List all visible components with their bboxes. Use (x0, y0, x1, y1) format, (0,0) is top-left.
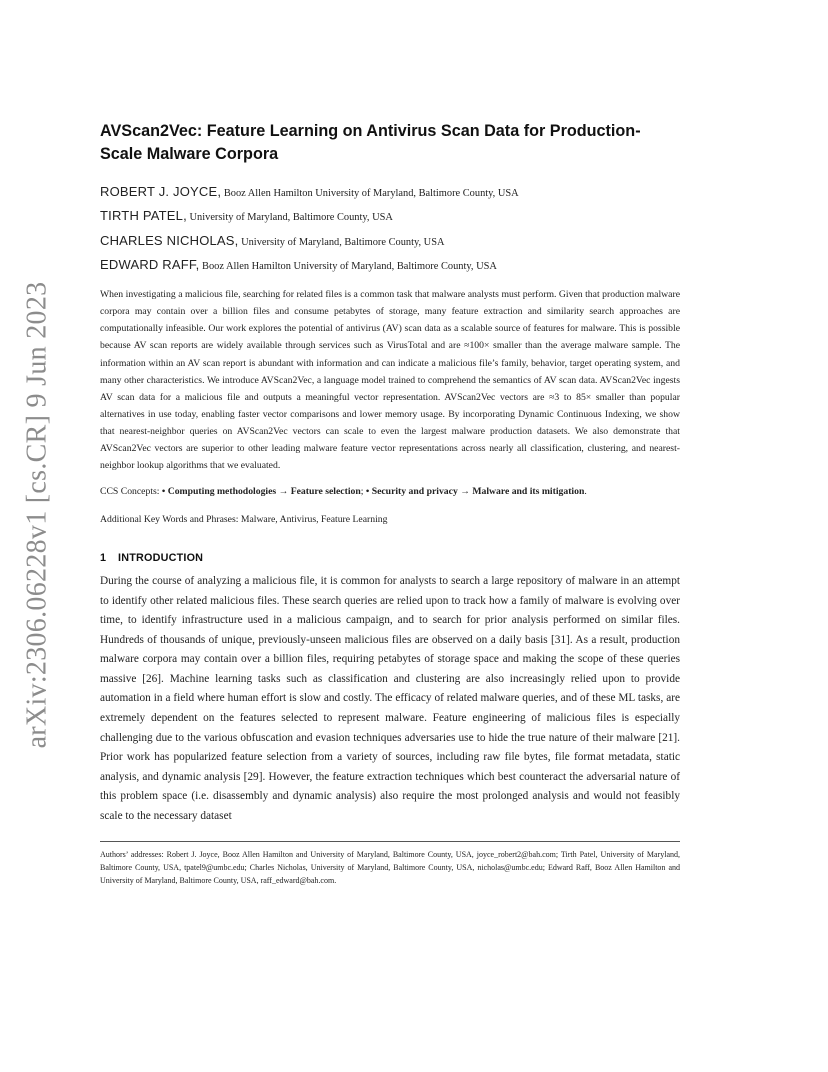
keywords: Additional Key Words and Phrases: Malware, Antivirus, Feature Learning (100, 513, 388, 525)
paper-title: AVScan2Vec: Feature Learning on Antivirus Scan Data for Production-Scale Malware Corpora (100, 122, 641, 163)
author-name: TIRTH PATEL, (100, 208, 187, 224)
author-name: EDWARD RAFF, (100, 256, 200, 272)
author-affiliation: Booz Allen Hamilton University of Maryland, Baltimore County, USA (202, 260, 497, 272)
author-name: CHARLES NICHOLAS, (100, 232, 239, 248)
section-number: 1 (100, 551, 107, 564)
author-entry (100, 205, 680, 229)
ccs-separator: ; (360, 485, 366, 497)
author-affiliation: University of Maryland, Baltimore County, USA (189, 212, 393, 224)
arxiv-identifier (14, 281, 60, 749)
author-entry (100, 181, 680, 205)
ccs-end: . (584, 485, 587, 497)
introduction-paragraph: During the course of analyzing a malicious file, it is common for analysts to search a large repository of malware in an attempt to identify other related malicious files. These search queries are relied upon to track how a family of malware is evolving over time, to identify infrastructure used in a malicious campaign, and to search for prior analysis performed on similar files. Hundreds of thousands of unique, previously-unseen malicious files are observed on a daily basis [31]. As a result, production malware corpora may contain over a billion files, requiring petabytes of storage space and making the scope of these queries massive [26]. Machine learning tasks such as classification and clustering are also increasingly relied upon to provide automation in a field where human effort is slow and costly. The efficacy of related malware queries, and of these ML tasks, are extremely dependent on the features selected to represent malware. Feature engineering of malicious files is especially challenging due to the various obfuscation and evasion techniques adversaries use to hide the true nature of their malware [21]. Prior work has popularized feature selection from a variety of sources, including raw file bytes, file format metadata, static analysis, and dynamic analysis [29]. However, the feature extraction techniques which best counteract the adversarial nature of this problem space (i.e. disassembly and dynamic analysis) also require the most prolonged analysis and would not feasibly scale to the necessary dataset (100, 574, 680, 823)
author-entry (100, 230, 680, 254)
ccs-concept-security: • Security and privacy → Malware and its mitigation (365, 485, 585, 497)
ccs-concept-computing: • Computing methodologies → Feature selection (161, 485, 361, 497)
paper-page (100, 120, 680, 827)
abstract: When investigating a malicious file, searching for related files is a common task that malware analysts must perform. Given that production malware corpora may contain over a billion files and consume petabytes of storage, many feature extraction and similarity search approaches are computationally infeasible. Our work explores the potential of antivirus (AV) scan data as a scalable source of features for malware. This is possible because AV scan reports are widely available through services such as VirusTotal and are ≈100× smaller than the average malware sample. The information within an AV scan report is abundant with information and can indicate a malicious file’s family, behavior, target operating system, and many other characteristics. We introduce AVScan2Vec, a language model trained to comprehend the semantics of AV scan data. AVScan2Vec ingests AV scan data for a malicious file and outputs a meaningful vector representation. AVScan2Vec vectors are ≈3 to 85× smaller than popular alternatives in use today, enabling faster vector comparisons and lower memory usage. By incorporating Dynamic Continuous Indexing, we show that nearest-neighbor queries on AVScan2Vec vectors can scale to even the largest malware production datasets. We also demonstrate that AVScan2Vec vectors are superior to other leading malware feature vector representations across nearly all classification, clustering, and nearest-neighbor lookup algorithms that we evaluated. (100, 289, 680, 472)
ccs-concepts (100, 484, 680, 500)
author-affiliation: Booz Allen Hamilton University of Maryland, Baltimore County, USA (223, 188, 519, 199)
author-affiliation: University of Maryland, Baltimore County, USA (241, 236, 445, 248)
author-entry (100, 254, 680, 278)
author-list (100, 181, 680, 278)
arxiv-identifier-text: arXiv:2306.06228v1 [cs.CR] 9 Jun 2023 (21, 281, 53, 749)
section-title: INTRODUCTION (118, 551, 204, 564)
author-name: ROBERT J. JOYCE, (100, 184, 222, 199)
section-heading (100, 552, 680, 564)
ccs-prefix: CCS Concepts: (100, 485, 162, 497)
authors-addresses-footnote: Authors’ addresses: Robert J. Joyce, Booz Allen Hamilton and University of Maryland, Baltimore County, USA, joyce_robert2@bah.com; Tirth Patel, University of Maryland, Baltimore County, USA, tpatel9@umbc.edu; Charles Nicholas, University of Maryland, Baltimore County, USA, nicholas@umbc.edu; Edward Raff, Booz Allen Hamilton and University of Maryland, Baltimore County, USA, raff_edward@bah.com. (100, 841, 680, 887)
